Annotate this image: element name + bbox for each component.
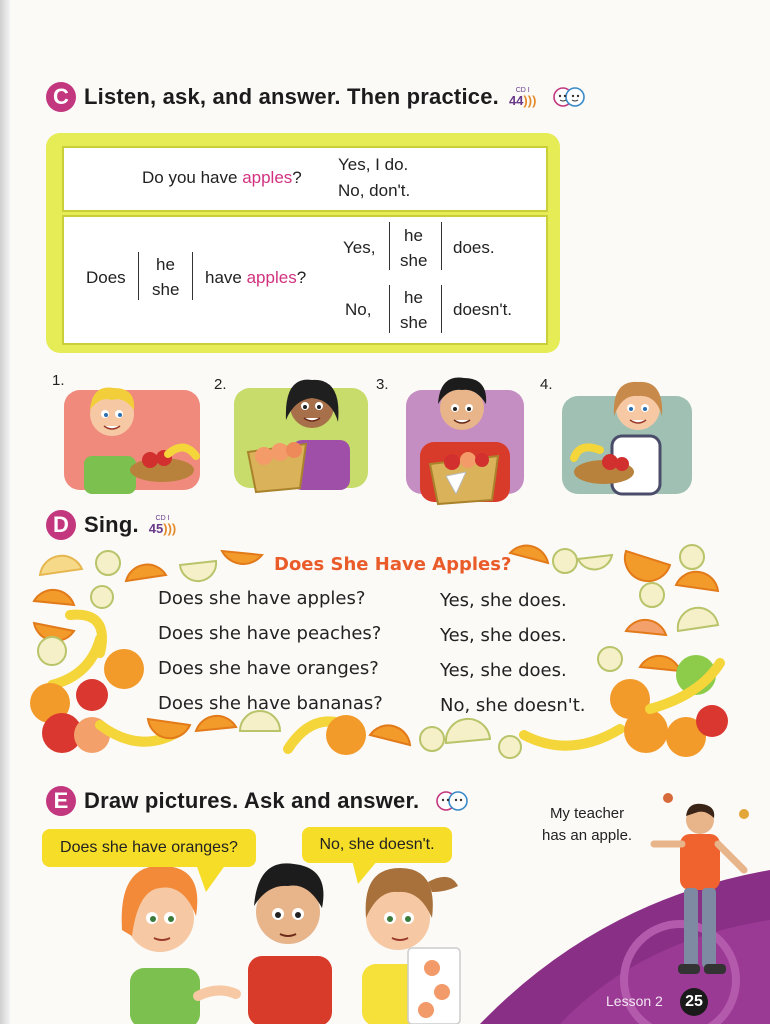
section-d-title: Sing. bbox=[84, 512, 139, 537]
speech-bubble-right bbox=[302, 827, 452, 863]
pronoun-he: he bbox=[404, 288, 423, 307]
pair-work-icon bbox=[550, 85, 588, 109]
pronoun-she: she bbox=[400, 251, 428, 270]
answer-no-dont: No, don't. bbox=[338, 181, 411, 200]
teacher-speech-line: has an apple. bbox=[542, 827, 633, 844]
picture-boy-with-apple-basket bbox=[404, 368, 528, 508]
song-question: Does she have apples? bbox=[158, 588, 366, 609]
picture-number: 3. bbox=[376, 376, 389, 393]
divider bbox=[138, 252, 139, 300]
song-question: Does she have bananas? bbox=[158, 693, 383, 714]
cd-track-icon[interactable]: CD I 44))) bbox=[508, 87, 537, 108]
cd-label: CD I bbox=[515, 87, 530, 94]
picture-girl-with-banana-basket bbox=[560, 372, 694, 498]
teacher-speech bbox=[542, 803, 632, 847]
bubble-answer-text: No, she doesn't. bbox=[319, 836, 435, 853]
book-spine-shadow bbox=[0, 0, 10, 1024]
song-title: Does She Have Apples? bbox=[274, 554, 512, 575]
picture-number: 2. bbox=[214, 376, 227, 393]
pair-work-icon bbox=[433, 789, 471, 813]
section-c-title: Listen, ask, and answer. Then practice. bbox=[84, 84, 499, 109]
cd-track-number: 45 bbox=[148, 521, 164, 536]
keyword-apples: apples bbox=[242, 168, 293, 187]
section-c-letter: C bbox=[46, 82, 76, 112]
juggling-boy-illustration bbox=[640, 790, 760, 986]
song-question: Does she have oranges? bbox=[158, 658, 379, 679]
answer-does: does. bbox=[453, 238, 495, 257]
divider bbox=[192, 252, 193, 300]
grammar-row-you bbox=[62, 146, 548, 212]
section-e-title: Draw pictures. Ask and answer. bbox=[84, 788, 420, 813]
bubble-question-text: Does she have oranges? bbox=[60, 839, 238, 856]
section-d-letter: D bbox=[46, 510, 76, 540]
divider bbox=[441, 222, 442, 270]
answer-doesnt: doesn't. bbox=[453, 300, 513, 319]
bubble-tail bbox=[196, 864, 226, 892]
cd-track-number: 44 bbox=[508, 93, 524, 108]
pronoun-he: he bbox=[156, 255, 175, 274]
cd-track-icon[interactable]: CD I 45))) bbox=[148, 515, 177, 536]
divider bbox=[389, 222, 390, 270]
pronoun-he: he bbox=[404, 226, 423, 245]
page-number: 25 bbox=[680, 988, 708, 1016]
song-answer: No, she doesn't. bbox=[440, 695, 586, 716]
keyword-apples: apples bbox=[246, 268, 297, 287]
question-have-apples: have apples? bbox=[205, 268, 307, 287]
section-e-letter: E bbox=[46, 786, 76, 816]
pronoun-she: she bbox=[400, 313, 428, 332]
divider bbox=[441, 285, 442, 333]
section-e-header bbox=[46, 786, 471, 816]
song-answer: Yes, she does. bbox=[440, 625, 567, 646]
question-do-you: Do you have apples? bbox=[142, 168, 302, 187]
section-c-header bbox=[46, 82, 588, 112]
question-does: Does bbox=[86, 268, 126, 287]
picture-number: 4. bbox=[540, 376, 553, 393]
answer-yes: Yes, bbox=[343, 238, 376, 257]
cd-label: CD I bbox=[155, 515, 170, 522]
teacher-speech-line: My teacher bbox=[549, 805, 625, 822]
answer-no: No, bbox=[345, 300, 372, 319]
song-question: Does she have peaches? bbox=[158, 623, 382, 644]
picture-girl-with-peach-basket bbox=[234, 370, 370, 496]
divider bbox=[389, 285, 390, 333]
song-answer: Yes, she does. bbox=[440, 590, 567, 611]
picture-boy-with-fruit-basket bbox=[62, 374, 202, 494]
bubble-tail bbox=[352, 860, 378, 884]
answer-yes-i-do: Yes, I do. bbox=[338, 155, 409, 174]
speech-bubble-left bbox=[42, 829, 256, 867]
pronoun-she: she bbox=[152, 280, 180, 299]
children-asking-illustration bbox=[108, 856, 478, 1024]
picture-number: 1. bbox=[52, 372, 65, 389]
song-answer: Yes, she does. bbox=[440, 660, 567, 681]
lesson-label: Lesson 2 bbox=[606, 993, 663, 1009]
